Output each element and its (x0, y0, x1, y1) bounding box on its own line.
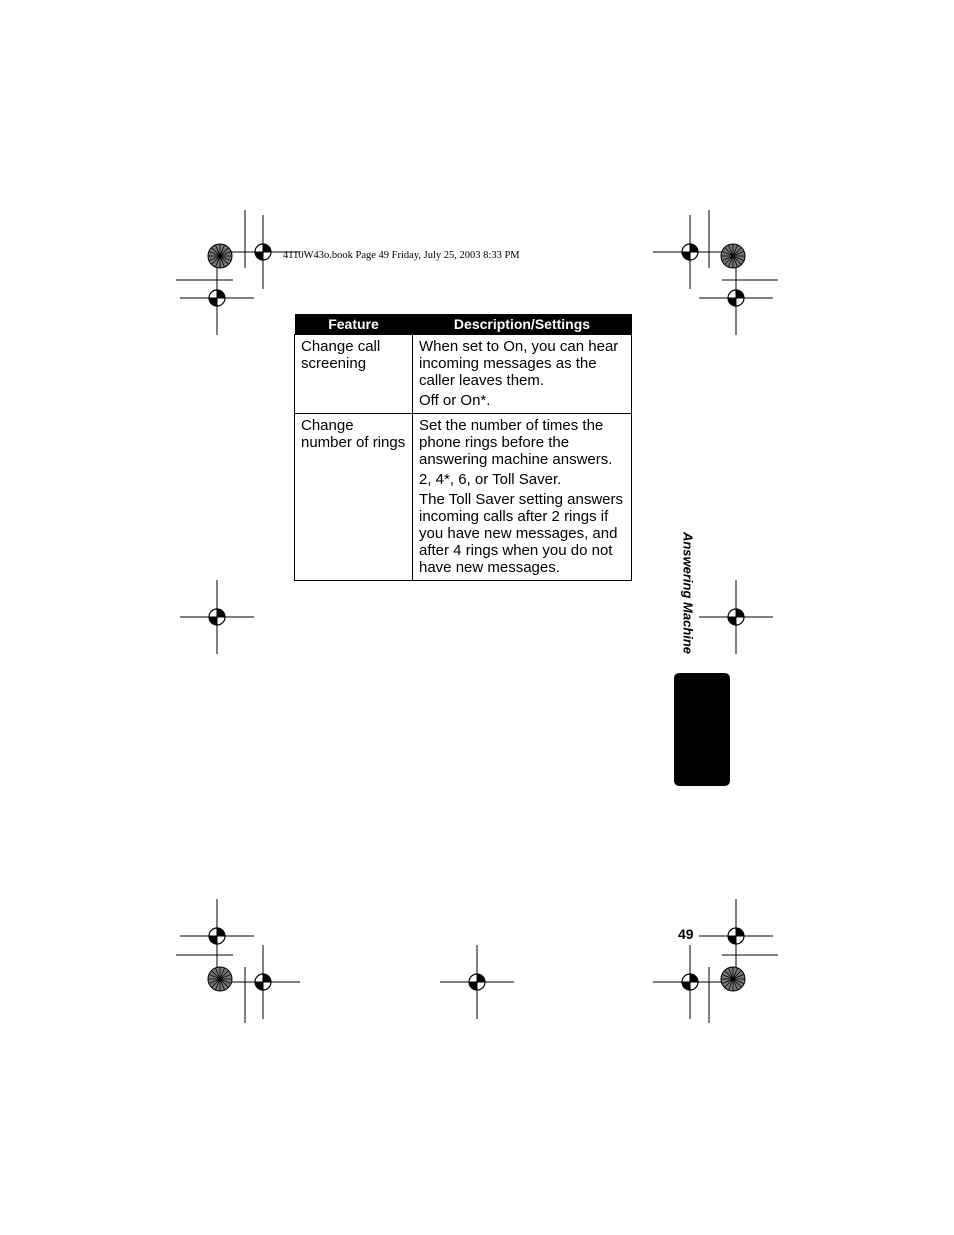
feature-table (294, 314, 632, 581)
settings-text: Off or On*. (419, 392, 491, 409)
description-cell (413, 335, 632, 414)
feature-cell: Change number of rings (295, 414, 413, 581)
description-text: Set the number of times the phone rings before the answering machine answers. (419, 417, 613, 468)
table-row (295, 335, 632, 414)
settings-text: 2, 4*, 6, or Toll Saver. (419, 471, 562, 488)
print-slug: 4110W43o.book Page 49 Friday, July 25, 2003 8:33 PM (283, 250, 520, 261)
header-feature: Feature (295, 314, 413, 335)
page-number: 49 (678, 926, 694, 942)
description-cell (413, 414, 632, 581)
description-note: The Toll Saver setting answers incoming calls after 2 rings if you have new messages, and after 4 rings when you do not have new messages. (419, 491, 623, 576)
section-side-label: Answering Machine (680, 531, 696, 655)
header-description: Description/Settings (413, 314, 632, 335)
table-header-row (295, 314, 632, 335)
table-row (295, 414, 632, 581)
feature-cell: Change call screening (295, 335, 413, 414)
description-text: When set to On, you can hear incoming messages as the caller leaves them. (419, 338, 619, 389)
section-thumb-tab (674, 673, 730, 786)
